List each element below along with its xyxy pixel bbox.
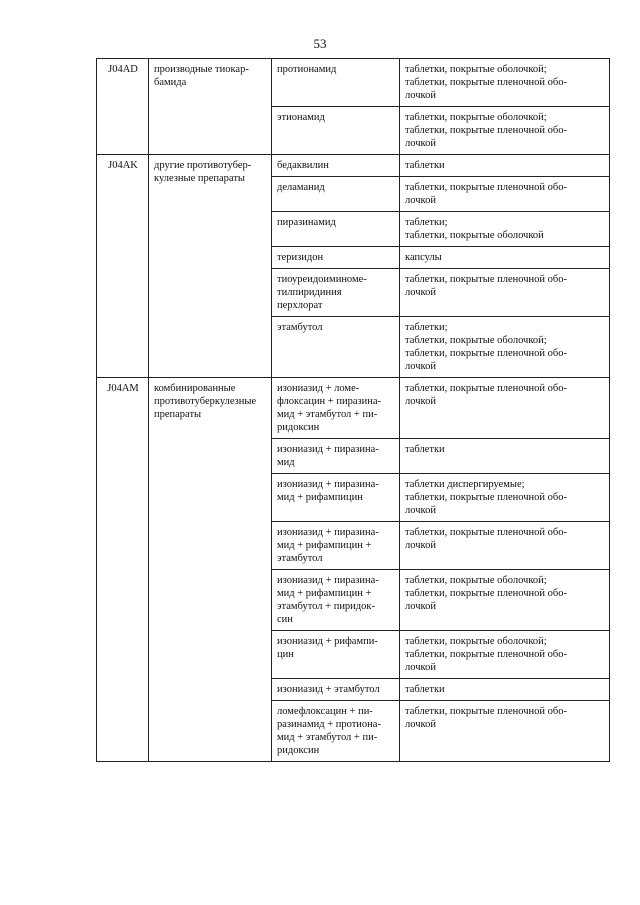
drug-name-cell: изониазид + рифампи- цин [272,631,400,679]
page-number: 53 [313,36,327,51]
group-name-cell: комбинированные противотуберкулезные препараты [149,378,272,762]
drug-classification-table [96,58,610,762]
dosage-form-cell: таблетки [400,439,610,474]
dosage-form-cell: таблетки, покрытые оболочкой; таблетки, покрытые пленочной обо- лочкой [400,631,610,679]
drug-name-cell: изониазид + пиразина- мид + рифампицин [272,474,400,522]
dosage-form-cell: таблетки, покрытые оболочкой; таблетки, покрытые пленочной обо- лочкой [400,107,610,155]
dosage-form-cell: капсулы [400,247,610,269]
drug-name-cell: изониазид + этамбутол [272,679,400,701]
drug-name-cell: тиоуреидоиминоме- тилпиридиния перхлорат [272,269,400,317]
group-name-cell: другие противотубер- кулезные препараты [149,155,272,378]
drug-name-cell: ломефлоксацин + пи- разинамид + протиона- мид + этамбутол + пи- ридоксин [272,701,400,762]
dosage-form-cell: таблетки, покрытые пленочной обо- лочкой [400,177,610,212]
atc-code-cell: J04AD [97,59,149,155]
drug-name-cell: протионамид [272,59,400,107]
table-row [97,378,610,439]
dosage-form-cell: таблетки; таблетки, покрытые оболочкой; таблетки, покрытые пленочной обо- лочкой [400,317,610,378]
dosage-form-cell: таблетки, покрытые пленочной обо- лочкой [400,378,610,439]
atc-code-cell: J04AM [97,378,149,762]
atc-code-cell: J04AK [97,155,149,378]
drug-name-cell: бедаквилин [272,155,400,177]
drug-name-cell: теризидон [272,247,400,269]
dosage-form-cell: таблетки диспергируемые; таблетки, покрытые пленочной обо- лочкой [400,474,610,522]
drug-name-cell: изониазид + ломе- флоксацин + пиразина- мид + этамбутол + пи- ридоксин [272,378,400,439]
dosage-form-cell: таблетки [400,155,610,177]
group-name-cell: производные тиокар- бамида [149,59,272,155]
drug-name-cell: этионамид [272,107,400,155]
drug-name-cell: изониазид + пиразина- мид + рифампицин + этамбутол [272,522,400,570]
dosage-form-cell: таблетки, покрытые оболочкой; таблетки, покрытые пленочной обо- лочкой [400,59,610,107]
dosage-form-cell: таблетки; таблетки, покрытые оболочкой [400,212,610,247]
table-row [97,155,610,177]
dosage-form-cell: таблетки, покрытые пленочной обо- лочкой [400,522,610,570]
dosage-form-cell: таблетки, покрытые оболочкой; таблетки, покрытые пленочной обо- лочкой [400,570,610,631]
drug-name-cell: деламанид [272,177,400,212]
drug-name-cell: этамбутол [272,317,400,378]
dosage-form-cell: таблетки, покрытые пленочной обо- лочкой [400,701,610,762]
drug-name-cell: изониазид + пиразина- мид [272,439,400,474]
drug-name-cell: пиразинамид [272,212,400,247]
dosage-form-cell: таблетки [400,679,610,701]
dosage-form-cell: таблетки, покрытые пленочной обо- лочкой [400,269,610,317]
table-row [97,59,610,107]
drug-name-cell: изониазид + пиразина- мид + рифампицин + этамбутол + пиридок- син [272,570,400,631]
